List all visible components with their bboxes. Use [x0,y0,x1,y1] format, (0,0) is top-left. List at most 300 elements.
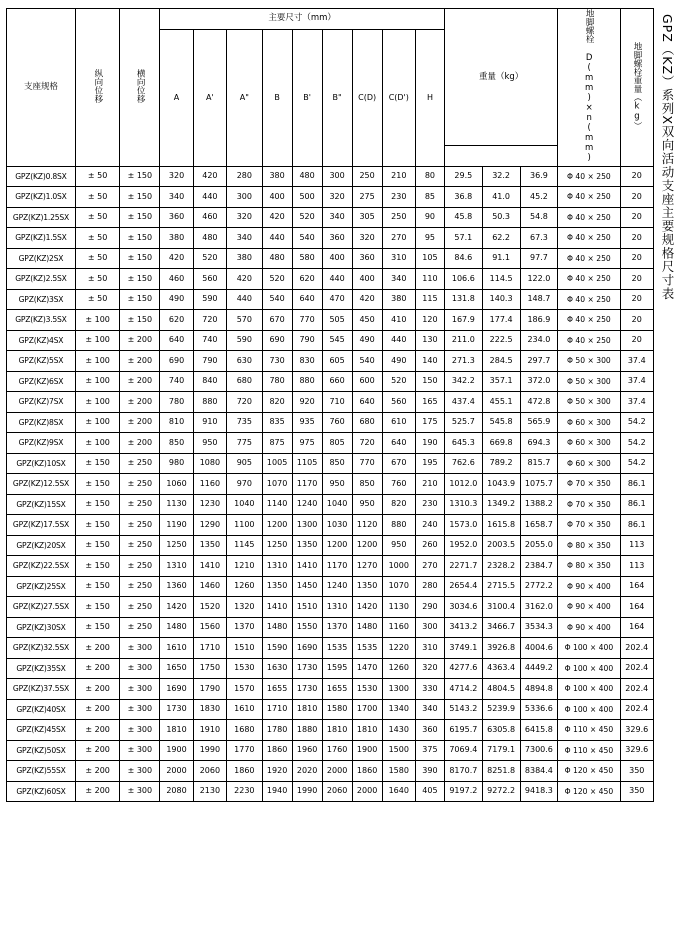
cell-Bp: 540 [292,228,322,249]
header-CD: C(D) [352,29,382,166]
cell-A: 1130 [160,494,193,515]
cell-Bp: 790 [292,330,322,351]
cell-CD: 1420 [352,597,382,618]
cell-bolt: Φ 40 × 250 [558,330,620,351]
cell-w1: 36.8 [444,187,482,208]
cell-CDp: 640 [382,433,415,454]
table-row [7,761,654,782]
cell-A: 1690 [160,679,193,700]
header-weight: 重量（kg） [444,9,557,146]
cell-CDp: 560 [382,392,415,413]
cell-Ap: 590 [193,289,226,310]
table-row [7,392,654,413]
cell-Bp: 480 [292,166,322,187]
cell-Ap: 910 [193,412,226,433]
cell-w2: 9272.2 [482,781,520,802]
cell-CDp: 1430 [382,720,415,741]
cell-w3: 7300.6 [520,740,558,761]
cell-H: 85 [415,187,444,208]
cell-A: 640 [160,330,193,351]
spec-table [6,8,654,802]
cell-bolt: Φ 60 × 300 [558,433,620,454]
cell-w2: 4804.5 [482,679,520,700]
cell-Apz: 1145 [227,535,263,556]
cell-long: ± 50 [75,207,119,228]
cell-w2: 50.3 [482,207,520,228]
cell-model: GPZ(KZ)7SX [7,392,76,413]
cell-w2: 7179.1 [482,740,520,761]
cell-w3: 2384.7 [520,556,558,577]
cell-lat: ± 200 [120,330,160,351]
cell-Ap: 420 [193,166,226,187]
cell-bolt: Φ 40 × 250 [558,187,620,208]
cell-w3: 36.9 [520,166,558,187]
cell-CD: 490 [352,330,382,351]
cell-Bp: 640 [292,289,322,310]
cell-model: GPZ(KZ)22.5SX [7,556,76,577]
cell-w1: 645.3 [444,433,482,454]
cell-Ap: 1990 [193,740,226,761]
cell-Bpz: 440 [322,269,352,290]
cell-H: 120 [415,310,444,331]
cell-model: GPZ(KZ)9SX [7,433,76,454]
cell-A: 1250 [160,535,193,556]
cell-CD: 1470 [352,658,382,679]
cell-w1: 8170.7 [444,761,482,782]
cell-w1: 437.4 [444,392,482,413]
cell-bw: 37.4 [620,392,653,413]
cell-bolt: Φ 80 × 350 [558,556,620,577]
cell-long: ± 200 [75,658,119,679]
cell-Ap: 520 [193,248,226,269]
cell-CDp: 380 [382,289,415,310]
cell-bolt: Φ 100 × 400 [558,638,620,659]
cell-bolt: Φ 40 × 250 [558,166,620,187]
cell-Bpz: 1760 [322,740,352,761]
cell-long: ± 150 [75,535,119,556]
cell-Bpz: 1370 [322,617,352,638]
cell-w3: 4449.2 [520,658,558,679]
cell-w2: 140.3 [482,289,520,310]
cell-H: 375 [415,740,444,761]
cell-w3: 1388.2 [520,494,558,515]
table-row [7,720,654,741]
cell-Apz: 905 [227,453,263,474]
cell-CD: 305 [352,207,382,228]
cell-H: 230 [415,494,444,515]
cell-model: GPZ(KZ)27.5SX [7,597,76,618]
cell-CDp: 1160 [382,617,415,638]
cell-CD: 250 [352,166,382,187]
cell-Ap: 560 [193,269,226,290]
cell-w3: 2772.2 [520,576,558,597]
header-A-dprime: A" [227,29,263,166]
cell-w2: 62.2 [482,228,520,249]
cell-Bpz: 1580 [322,699,352,720]
table-row [7,371,654,392]
cell-CD: 1200 [352,535,382,556]
cell-Bpz: 505 [322,310,352,331]
cell-long: ± 200 [75,638,119,659]
cell-lat: ± 250 [120,597,160,618]
cell-w3: 297.7 [520,351,558,372]
table-row [7,699,654,720]
cell-H: 90 [415,207,444,228]
cell-Bp: 1105 [292,453,322,474]
cell-Apz: 735 [227,412,263,433]
cell-B: 730 [262,351,292,372]
cell-CD: 1535 [352,638,382,659]
cell-w3: 45.2 [520,187,558,208]
cell-w1: 3749.1 [444,638,482,659]
cell-Ap: 460 [193,207,226,228]
cell-Apz: 630 [227,351,263,372]
cell-w2: 1349.2 [482,494,520,515]
cell-w3: 815.7 [520,453,558,474]
cell-Bp: 830 [292,351,322,372]
cell-B: 1630 [262,658,292,679]
cell-model: GPZ(KZ)3.5SX [7,310,76,331]
cell-w1: 525.7 [444,412,482,433]
cell-w3: 1075.7 [520,474,558,495]
table-row [7,166,654,187]
cell-lat: ± 200 [120,433,160,454]
cell-CD: 450 [352,310,382,331]
cell-bolt: Φ 40 × 250 [558,228,620,249]
cell-B: 1070 [262,474,292,495]
cell-CD: 420 [352,289,382,310]
table-row [7,289,654,310]
cell-A: 980 [160,453,193,474]
cell-Bp: 935 [292,412,322,433]
cell-A: 1420 [160,597,193,618]
cell-model: GPZ(KZ)6SX [7,371,76,392]
cell-w3: 234.0 [520,330,558,351]
cell-Bp: 880 [292,371,322,392]
cell-H: 165 [415,392,444,413]
cell-Bpz: 300 [322,166,352,187]
table-row [7,556,654,577]
cell-lat: ± 300 [120,781,160,802]
cell-H: 110 [415,269,444,290]
cell-CD: 720 [352,433,382,454]
cell-B: 780 [262,371,292,392]
cell-long: ± 100 [75,310,119,331]
cell-B: 1940 [262,781,292,802]
cell-w1: 4277.6 [444,658,482,679]
cell-bw: 113 [620,556,653,577]
cell-Ap: 480 [193,228,226,249]
cell-Ap: 1230 [193,494,226,515]
cell-w1: 106.6 [444,269,482,290]
cell-Ap: 1350 [193,535,226,556]
cell-B: 875 [262,433,292,454]
cell-w1: 4714.2 [444,679,482,700]
cell-H: 360 [415,720,444,741]
cell-Apz: 1100 [227,515,263,536]
cell-w3: 372.0 [520,371,558,392]
cell-model: GPZ(KZ)4SX [7,330,76,351]
cell-H: 290 [415,597,444,618]
cell-Bp: 1240 [292,494,322,515]
cell-w3: 694.3 [520,433,558,454]
cell-lat: ± 150 [120,187,160,208]
cell-long: ± 150 [75,597,119,618]
cell-Bpz: 1655 [322,679,352,700]
cell-Apz: 1320 [227,597,263,618]
cell-lat: ± 150 [120,228,160,249]
cell-CDp: 250 [382,207,415,228]
cell-CDp: 270 [382,228,415,249]
table-row [7,269,654,290]
cell-CDp: 1220 [382,638,415,659]
cell-bolt: Φ 70 × 350 [558,494,620,515]
cell-lat: ± 200 [120,392,160,413]
cell-long: ± 50 [75,248,119,269]
cell-B: 1250 [262,535,292,556]
cell-w2: 4363.4 [482,658,520,679]
cell-A: 1810 [160,720,193,741]
cell-A: 690 [160,351,193,372]
cell-CD: 360 [352,248,382,269]
cell-lat: ± 150 [120,207,160,228]
cell-lat: ± 150 [120,310,160,331]
cell-Bpz: 2000 [322,761,352,782]
cell-w1: 1573.0 [444,515,482,536]
cell-w2: 455.1 [482,392,520,413]
cell-Bpz: 1535 [322,638,352,659]
cell-CD: 1860 [352,761,382,782]
cell-w2: 789.2 [482,453,520,474]
cell-CD: 275 [352,187,382,208]
cell-bolt: Φ 70 × 350 [558,474,620,495]
cell-w2: 3466.7 [482,617,520,638]
cell-w2: 177.4 [482,310,520,331]
cell-CD: 400 [352,269,382,290]
cell-A: 740 [160,371,193,392]
cell-long: ± 100 [75,371,119,392]
cell-A: 2080 [160,781,193,802]
header-anchor-weight: 地脚螺栓重量（kg） [620,9,653,167]
cell-lat: ± 300 [120,720,160,741]
cell-Bp: 1410 [292,556,322,577]
cell-lat: ± 150 [120,289,160,310]
cell-model: GPZ(KZ)15SX [7,494,76,515]
cell-bolt: Φ 100 × 400 [558,658,620,679]
cell-B: 1860 [262,740,292,761]
cell-w1: 45.8 [444,207,482,228]
cell-bolt: Φ 50 × 300 [558,392,620,413]
cell-bolt: Φ 110 × 450 [558,720,620,741]
cell-long: ± 150 [75,474,119,495]
cell-Bpz: 1240 [322,576,352,597]
cell-Bpz: 470 [322,289,352,310]
cell-w1: 3034.6 [444,597,482,618]
cell-long: ± 200 [75,679,119,700]
cell-Apz: 1610 [227,699,263,720]
cell-H: 95 [415,228,444,249]
cell-Apz: 720 [227,392,263,413]
cell-bw: 164 [620,597,653,618]
cell-bolt: Φ 90 × 400 [558,597,620,618]
cell-model: GPZ(KZ)12.5SX [7,474,76,495]
table-row [7,228,654,249]
cell-lat: ± 250 [120,494,160,515]
document-title [656,0,678,931]
cell-w2: 8251.8 [482,761,520,782]
spec-table-container [6,8,654,924]
cell-H: 310 [415,638,444,659]
cell-w1: 84.6 [444,248,482,269]
cell-A: 1610 [160,638,193,659]
cell-model: GPZ(KZ)17.5SX [7,515,76,536]
cell-Ap: 1750 [193,658,226,679]
cell-CDp: 490 [382,351,415,372]
cell-w2: 5239.9 [482,699,520,720]
table-row [7,515,654,536]
cell-long: ± 150 [75,576,119,597]
cell-B: 400 [262,187,292,208]
cell-bw: 350 [620,761,653,782]
cell-bw: 202.4 [620,699,653,720]
cell-Bpz: 710 [322,392,352,413]
cell-bw: 202.4 [620,658,653,679]
cell-H: 190 [415,433,444,454]
cell-CDp: 670 [382,453,415,474]
cell-Ap: 790 [193,351,226,372]
cell-B: 1780 [262,720,292,741]
cell-w1: 2271.7 [444,556,482,577]
cell-CDp: 520 [382,371,415,392]
cell-Bp: 580 [292,248,322,269]
cell-model: GPZ(KZ)8SX [7,412,76,433]
cell-Ap: 720 [193,310,226,331]
cell-w1: 1310.3 [444,494,482,515]
cell-Bpz: 2060 [322,781,352,802]
cell-lat: ± 300 [120,740,160,761]
cell-w3: 4004.6 [520,638,558,659]
cell-A: 1480 [160,617,193,638]
cell-bw: 202.4 [620,638,653,659]
cell-Apz: 1210 [227,556,263,577]
cell-w1: 342.2 [444,371,482,392]
cell-A: 490 [160,289,193,310]
cell-w3: 54.8 [520,207,558,228]
cell-Bp: 1960 [292,740,322,761]
cell-B: 1140 [262,494,292,515]
cell-w1: 1952.0 [444,535,482,556]
cell-CD: 1700 [352,699,382,720]
cell-w1: 7069.4 [444,740,482,761]
cell-w3: 67.3 [520,228,558,249]
cell-long: ± 150 [75,617,119,638]
cell-B: 1480 [262,617,292,638]
cell-model: GPZ(KZ)3SX [7,289,76,310]
cell-B: 420 [262,207,292,228]
cell-long: ± 200 [75,720,119,741]
cell-Bp: 1450 [292,576,322,597]
cell-model: GPZ(KZ)1.5SX [7,228,76,249]
cell-lat: ± 250 [120,535,160,556]
cell-bolt: Φ 120 × 450 [558,761,620,782]
cell-Apz: 2230 [227,781,263,802]
cell-Ap: 950 [193,433,226,454]
cell-Bpz: 340 [322,207,352,228]
cell-A: 2000 [160,761,193,782]
cell-H: 240 [415,515,444,536]
cell-B: 380 [262,166,292,187]
cell-long: ± 150 [75,515,119,536]
cell-Bp: 1300 [292,515,322,536]
cell-CDp: 310 [382,248,415,269]
cell-model: GPZ(KZ)10SX [7,453,76,474]
cell-bolt: Φ 90 × 400 [558,576,620,597]
cell-CDp: 1500 [382,740,415,761]
cell-Bp: 1810 [292,699,322,720]
cell-long: ± 200 [75,781,119,802]
cell-H: 175 [415,412,444,433]
cell-bolt: Φ 40 × 250 [558,248,620,269]
cell-Bpz: 805 [322,433,352,454]
cell-Ap: 440 [193,187,226,208]
cell-bw: 350 [620,781,653,802]
cell-w3: 122.0 [520,269,558,290]
cell-long: ± 150 [75,494,119,515]
cell-H: 130 [415,330,444,351]
cell-long: ± 150 [75,556,119,577]
cell-long: ± 150 [75,453,119,474]
cell-long: ± 100 [75,392,119,413]
cell-B: 1200 [262,515,292,536]
table-row [7,535,654,556]
cell-B: 820 [262,392,292,413]
cell-Apz: 590 [227,330,263,351]
cell-CD: 1120 [352,515,382,536]
cell-A: 620 [160,310,193,331]
cell-A: 1650 [160,658,193,679]
cell-CDp: 1340 [382,699,415,720]
cell-w1: 1012.0 [444,474,482,495]
cell-w2: 114.5 [482,269,520,290]
cell-bw: 329.6 [620,720,653,741]
cell-A: 380 [160,228,193,249]
cell-model: GPZ(KZ)45SX [7,720,76,741]
cell-lat: ± 300 [120,658,160,679]
cell-A: 320 [160,166,193,187]
cell-bw: 20 [620,289,653,310]
cell-w2: 669.8 [482,433,520,454]
cell-long: ± 50 [75,187,119,208]
cell-Ap: 840 [193,371,226,392]
cell-w3: 3534.3 [520,617,558,638]
cell-Bpz: 545 [322,330,352,351]
cell-bolt: Φ 90 × 400 [558,617,620,638]
cell-CDp: 1000 [382,556,415,577]
cell-w1: 271.3 [444,351,482,372]
cell-bw: 20 [620,310,653,331]
cell-bolt: Φ 70 × 350 [558,515,620,536]
cell-w3: 8384.4 [520,761,558,782]
cell-Ap: 1160 [193,474,226,495]
cell-w1: 2654.4 [444,576,482,597]
table-row [7,597,654,618]
cell-lat: ± 200 [120,412,160,433]
cell-Ap: 1910 [193,720,226,741]
cell-w3: 1658.7 [520,515,558,536]
cell-CD: 950 [352,494,382,515]
table-row [7,248,654,269]
cell-H: 105 [415,248,444,269]
